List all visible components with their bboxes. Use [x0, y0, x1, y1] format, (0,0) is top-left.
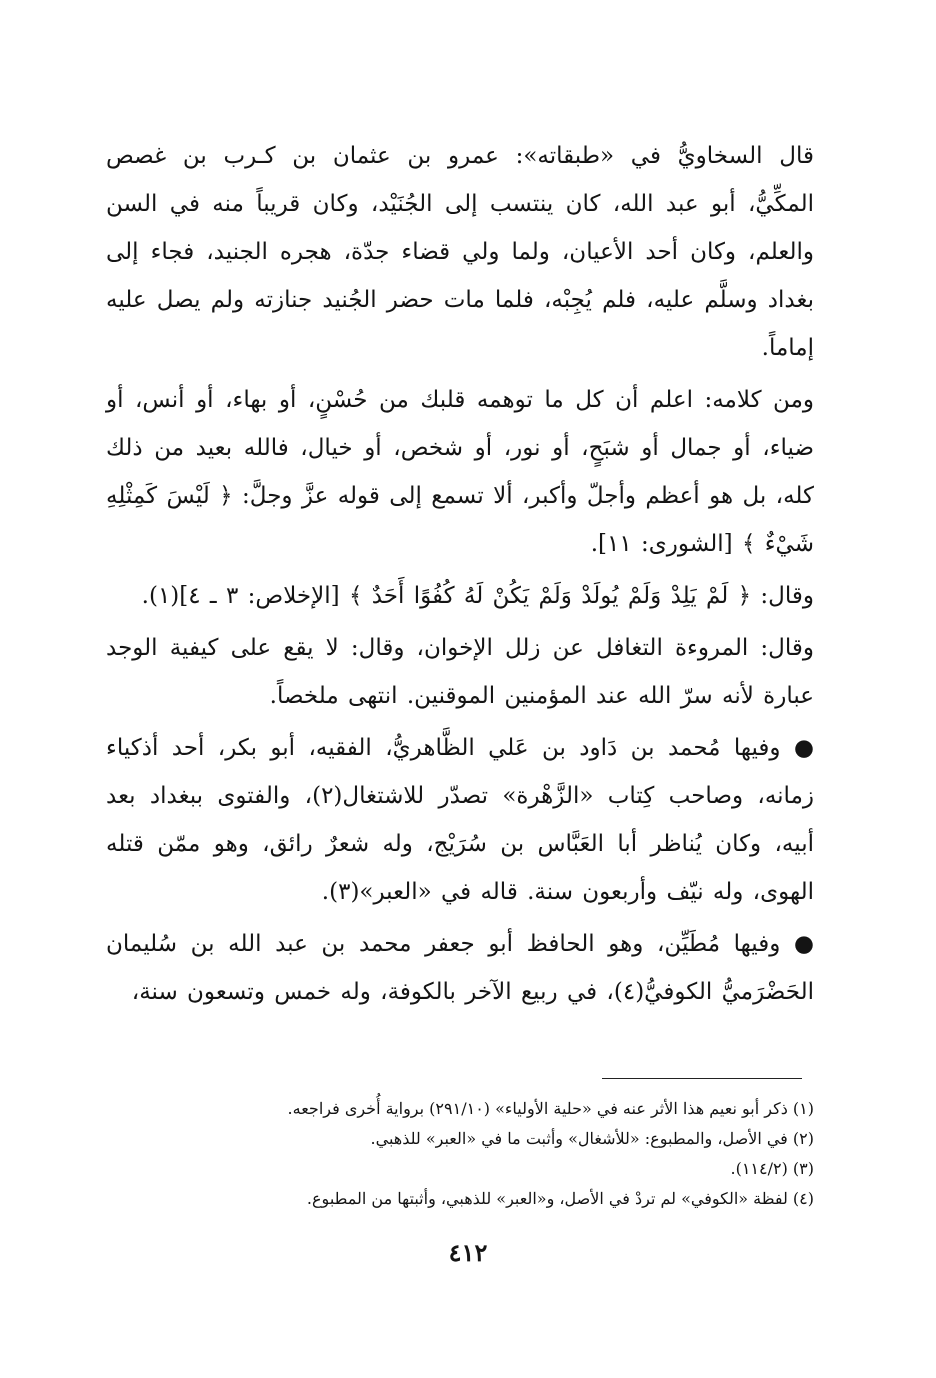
footnote-4: (٤) لفظة «الكوفي» لم تردْ في الأصل، و«العبر» للذهبي، وأثبتها من المطبوع. [306, 1189, 814, 1208]
paragraph-his-words: ومن كلامه: اعلم أن كل ما توهمه قلبك من حُسْنٍ، أو بهاء، أو أنس، أو ضياء، أو جمال أو شبَحٍ، أو نور، أو شخص، أو خيال، فالله بعيد من ذلك كله، بل هو أعظم وأجلّ وأكبر، ألا تسمع إلى قوله عزَّ وجلَّ: ﴿ لَيْسَ كَمِثْلِهِ شَيْءٌ ﴾ [الشورى: ١١]. [106, 387, 814, 557]
paragraph-quran-quote: وقال: ﴿ لَمْ يَلِدْ وَلَمْ يُولَدْ وَلَمْ يَكُنْ لَهُ كُفُوًا أَحَدٌ ﴾ [الإخلاص: ٣ ـ ٤](١). [141, 583, 814, 609]
page-number: ٤١٢ [448, 1238, 488, 1267]
main-text [106, 132, 814, 1016]
paragraph-mutayyan: ● وفيها مُطَيِّن، وهو الحافظ أبو جعفر محمد بن عبد الله بن سُليمان الحَضْرَميُّ الكوفيُّ(٤)، في ربيع الآخر بالكوفة، وله خمس وتسعون سنة، [106, 931, 814, 1005]
footnote-3: (٣) (١١٤/٢). [730, 1159, 814, 1178]
footnote-divider [602, 1078, 802, 1079]
footnote-1: (١) ذكر أبو نعيم هذا الأثر عنه في «حلية الأولياء» (٢٩١/١٠) برواية أُخرى فراجعه. [287, 1099, 814, 1118]
footnotes [170, 1094, 814, 1214]
paragraph-muhammad-ibn-dawud: ● وفيها مُحمد بن دَاود بن عَلي الظَّاهريُّ، الفقيه، أبو بكر، أحد أذكياء زمانه، وصاحب كِتاب «الزَّهْرة» تصدّر للاشتغال(٢)، والفتوى ببغداد بعد أبيه، وكان يُناظر أبا العَبَّاس بن سُرَيْج، وله شعرٌ رائق، وهو ممّن قتله الهوى، وله نيّف وأربعون سنة. قاله في «العبر»(٣). [106, 735, 814, 905]
paragraph-muruah: وقال: المروءة التغافل عن زلل الإخوان، وقال: لا يقع على كيفية الوجد عبارة لأنه سرّ الله عند المؤمنين الموقنين. انتهى ملخصاً. [106, 635, 814, 709]
footnote-2: (٢) في الأصل، والمطبوع: «للأشغال» وأثبت ما في «العبر» للذهبي. [370, 1129, 814, 1148]
paragraph-sakhawi-quote: قال السخاويُّ في «طبقاته»: عمرو بن عثمان بن كـرب بن غصص المكِّيُّ، أبو عبد الله، كان ينتسب إلى الجُنَيْد، وكان قريباً منه في السن والعلم، وكان أحد الأعيان، ولما ولي قضاء جدّة، هجره الجنيد، فجاء إلى بغداد وسلَّم عليه، فلم يُجِبْه، فلما مات حضر الجُنيد جنازته ولم يصل عليه إماماً. [106, 143, 814, 361]
